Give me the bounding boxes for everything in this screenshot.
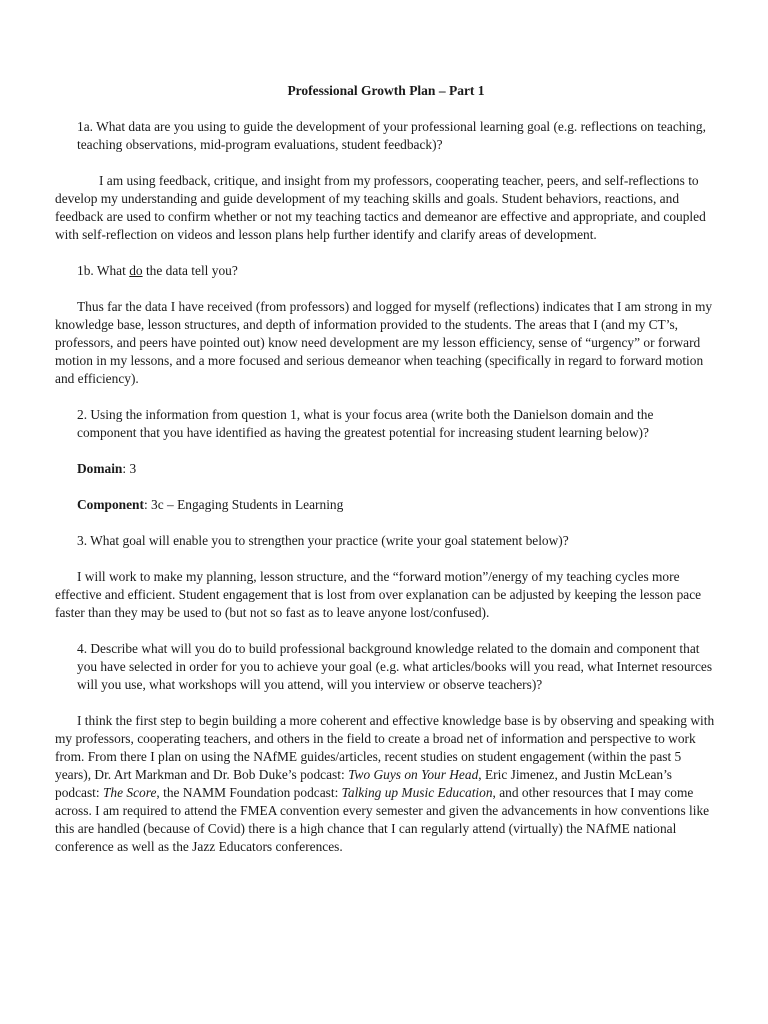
question-1b-end: the data tell you? bbox=[142, 263, 238, 278]
question-1b bbox=[55, 262, 715, 280]
question-2: 2. Using the information from question 1, what is your focus area (write both the Danielson domain and the component that you have identified as having the greatest potential for increasing student learning below)? bbox=[77, 407, 654, 440]
podcast-title-talking-up: Talking up Music Education bbox=[341, 785, 493, 800]
podcast-title-two-guys: Two Guys on Your Head bbox=[348, 767, 479, 782]
page-title: Professional Growth Plan – Part 1 bbox=[287, 83, 485, 98]
answer-4-part-4: , and other resources that I may come across. I am required to attend the FMEA convention every semester and given the advancements in how conventions like this are handled (because of Covid) there is a high chance that I can regularly attend (virtually) the NAfME national conference as well as the Jazz Educators conferences. bbox=[55, 785, 710, 854]
answer-4-part-2: , Eric Jimenez, and Justin McLean’s podcast: bbox=[55, 767, 673, 800]
answer-3: I will work to make my planning, lesson structure, and the “forward motion”/energy of my teaching cycles more effective and efficient. Student engagement that is lost from over explanation can be adjusted by keeping the lesson pace faster than they may be used to (but not so fast as to leave anyone lost/confused). bbox=[55, 569, 702, 620]
domain-field bbox=[55, 460, 715, 478]
domain-value: : 3 bbox=[122, 461, 137, 476]
answer-1a: I am using feedback, critique, and insight from my professors, cooperating teacher, peers, and self-reflections to develop my understanding and guide development of my teaching skills and goals. Student behaviors, reactions, and feedback are used to confirm whether or not my teaching tactics and demeanor are effective and appropriate, and coupled with self-reflection on videos and lesson plans help further identify and clarify areas of development. bbox=[55, 173, 706, 242]
component-value: : 3c – Engaging Students in Learning bbox=[143, 497, 344, 512]
domain-label: Domain bbox=[77, 461, 123, 476]
question-1a: 1a. What data are you using to guide the development of your professional learning goal (e.g. reflections on teaching, teaching observations, mid-program evaluations, student feedback)? bbox=[77, 119, 706, 152]
answer-1b: Thus far the data I have received (from professors) and logged for myself (reflections) indicates that I am strong in my knowledge base, lesson structures, and depth of information provided to the students. The areas that I (and my CT’s, professors, and peers have pointed out) know need development are my lesson efficiency, sense of “urgency” or forward motion in my lessons, and a more focused and serious demeanor when teaching (specifically in regard to forward motion and efficiency). bbox=[55, 299, 713, 386]
answer-4 bbox=[55, 712, 715, 856]
document-page bbox=[55, 82, 715, 874]
podcast-title-the-score: The Score bbox=[102, 785, 157, 800]
question-1b-start: 1b. What bbox=[77, 263, 130, 278]
answer-4-part-3: , the NAMM Foundation podcast: bbox=[156, 785, 342, 800]
question-3: 3. What goal will enable you to strengthen your practice (write your goal statement below)? bbox=[77, 533, 569, 548]
component-label: Component bbox=[77, 497, 144, 512]
question-4: 4. Describe what will you do to build professional background knowledge related to the domain and component that you have selected in order for you to achieve your goal (e.g. what articles/books will you read, what Internet resources will you use, what workshops will you attend, will you interview or observe teachers)? bbox=[77, 641, 713, 692]
component-field bbox=[55, 496, 715, 514]
answer-4-part-1: I think the first step to begin building a more coherent and effective knowledge base is by observing and speaking with my professors, cooperating teachers, and others in the field to create a broad net of information and perspective to work from. From there I plan on using the NAfME guides/articles, recent studies on student engagement (within the past 5 years), Dr. Art Markman and Dr. Bob Duke’s podcast: bbox=[55, 713, 715, 782]
question-1b-underlined: do bbox=[129, 263, 143, 278]
